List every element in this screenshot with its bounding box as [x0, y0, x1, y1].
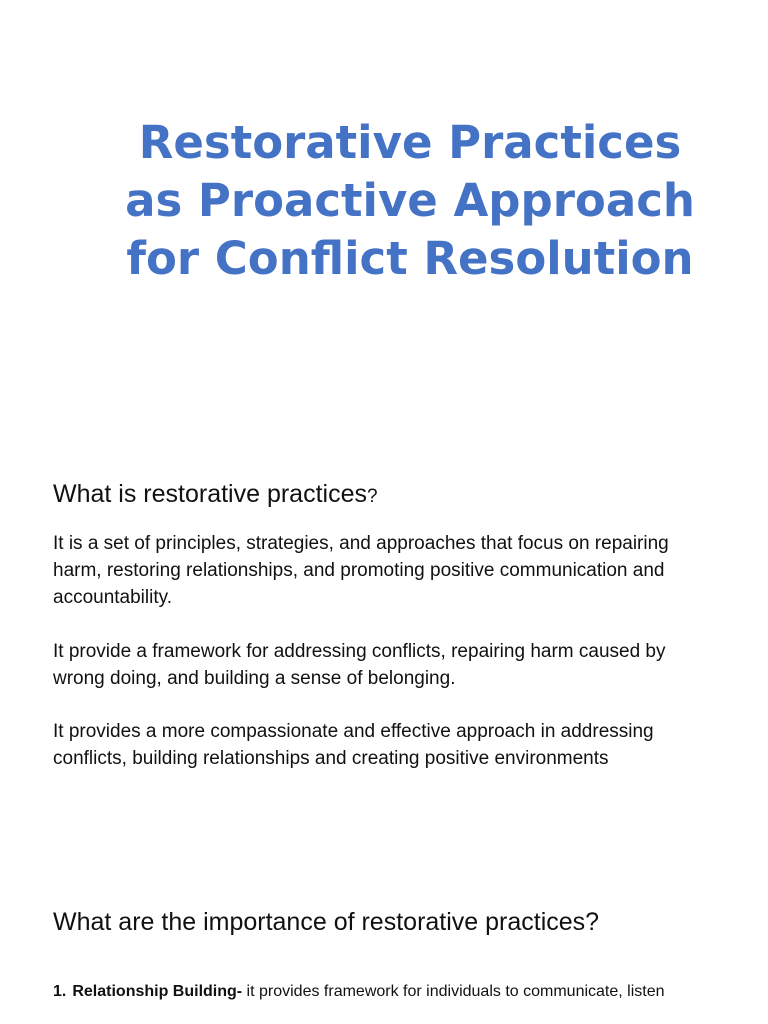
paragraph-framework	[53, 638, 753, 692]
title-line-2: as Proactive Approach	[125, 174, 695, 227]
paragraph-compassionate	[53, 718, 753, 772]
paragraph-line: It is a set of principles, strategies, and approaches that focus on repairing	[53, 533, 669, 554]
document-title	[60, 114, 760, 288]
title-line-1: Restorative Practices	[138, 116, 682, 169]
title-line-3: for Conflict Resolution	[126, 232, 694, 285]
paragraph-line: harm, restoring relationships, and promoting positive communication and	[53, 560, 665, 581]
list-item-term: Relationship Building-	[72, 983, 243, 1000]
paragraph-line: conflicts, building relationships and creating positive environments	[53, 748, 609, 769]
paragraph-line: It provides a more compassionate and effective approach in addressing	[53, 721, 654, 742]
list-item-text: it provides framework for individuals to communicate, listen	[242, 983, 665, 1000]
section-heading-question-mark: ?	[367, 486, 378, 507]
section-heading-text: What is restorative practices	[53, 480, 367, 508]
paragraph-line: wrong doing, and building a sense of belonging.	[53, 668, 456, 689]
list-item-number: 1.	[53, 983, 67, 1000]
paragraph-line: It provide a framework for addressing conflicts, repairing harm caused by	[53, 641, 666, 662]
paragraph-definition	[53, 530, 753, 611]
section-heading-importance: What are the importance of restorative practices?	[53, 908, 600, 936]
list-item-relationship-building	[53, 980, 665, 1004]
section-heading-what-is	[53, 478, 378, 513]
paragraph-line: accountability.	[53, 587, 172, 608]
